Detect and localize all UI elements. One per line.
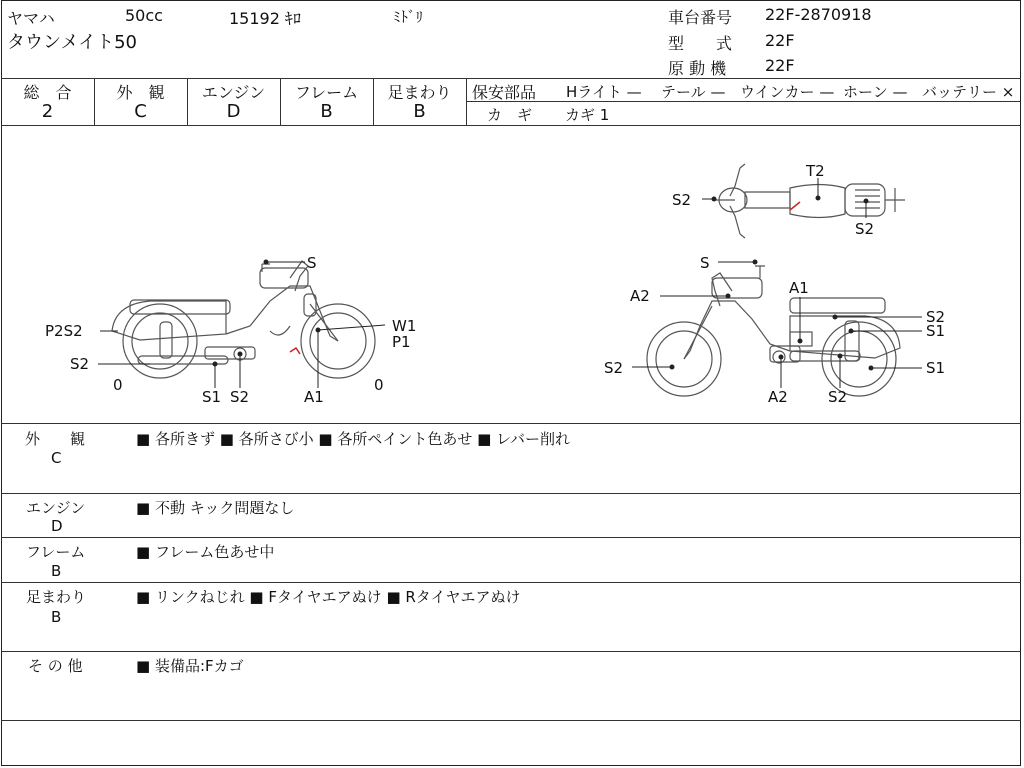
safety-battery: バッテリー × bbox=[922, 83, 1015, 101]
note-frame-title: フレーム bbox=[26, 543, 86, 561]
safety-label: 保安部品 bbox=[472, 83, 537, 102]
divider bbox=[1, 423, 1021, 424]
label-right-s2-bottom: S2 bbox=[828, 388, 848, 406]
note-engine-title: エンジン bbox=[26, 499, 86, 517]
label-right-s2-front: S2 bbox=[604, 359, 624, 377]
divider bbox=[466, 78, 467, 125]
label-left-a1: A1 bbox=[304, 388, 324, 406]
note-engine-text: ■ 不動 キック問題なし bbox=[136, 499, 295, 517]
divider bbox=[1, 651, 1021, 652]
label-top-s2-rear: S2 bbox=[855, 220, 875, 238]
note-suspension-grade: B bbox=[51, 608, 62, 626]
divider bbox=[1, 720, 1021, 721]
label-left-zero-rear: 0 bbox=[374, 376, 384, 394]
note-suspension-title: 足まわり bbox=[26, 588, 87, 606]
grade-frame-label: フレーム bbox=[294, 83, 359, 102]
label-right-s2-upper: S2 bbox=[926, 308, 946, 326]
grade-engine-label: エンジン bbox=[201, 83, 266, 102]
safety-horn: ホーン — bbox=[843, 83, 908, 101]
grade-exterior-value: C bbox=[134, 101, 147, 122]
divider bbox=[1, 493, 1021, 494]
label-left-s: S bbox=[307, 254, 317, 272]
label-right-s1-upper: S1 bbox=[926, 322, 946, 340]
divider bbox=[1, 582, 1021, 583]
safety-winker: ウインカー — bbox=[740, 83, 835, 101]
label-left-s2-bottom: S2 bbox=[230, 388, 250, 406]
type-label: 型 式 bbox=[668, 34, 733, 53]
grade-suspension-value: B bbox=[413, 101, 426, 122]
label-left-w1: W1 bbox=[392, 317, 417, 335]
grade-overall-label: 総 合 bbox=[23, 83, 72, 102]
note-engine-grade: D bbox=[51, 517, 63, 535]
grade-engine-value: D bbox=[226, 101, 241, 122]
safety-headlight: Hライト — bbox=[566, 83, 642, 101]
maker: ヤマハ bbox=[7, 9, 55, 28]
grade-overall-value: 2 bbox=[41, 101, 54, 122]
frame-no-label: 車台番号 bbox=[668, 8, 733, 27]
label-left-zero-front: 0 bbox=[113, 376, 123, 394]
note-frame-grade: B bbox=[51, 562, 62, 580]
type-value: 22F bbox=[765, 31, 795, 50]
label-left-s2: S2 bbox=[70, 355, 90, 373]
note-exterior-title: 外 観 bbox=[25, 430, 86, 448]
safety-taillight: テール — bbox=[661, 83, 726, 101]
displacement: 50cc bbox=[125, 6, 163, 25]
engine-model-label: 原 動 機 bbox=[668, 59, 727, 78]
note-frame-text: ■ フレーム色あせ中 bbox=[136, 543, 275, 561]
note-suspension-text: ■ リンクねじれ ■ Fタイヤエアぬけ ■ Rタイヤエアぬけ bbox=[136, 588, 521, 606]
note-other-title: そ の 他 bbox=[28, 657, 83, 675]
label-right-s: S bbox=[700, 254, 710, 272]
model-name: タウンメイト50 bbox=[7, 32, 138, 53]
label-top-t2: T2 bbox=[806, 162, 825, 180]
color: ﾐﾄﾞﾘ bbox=[393, 8, 424, 26]
engine-model-value: 22F bbox=[765, 56, 795, 75]
mileage: 15192 ｷﾛ bbox=[229, 9, 301, 28]
label-right-a2-top: A2 bbox=[630, 287, 650, 305]
label-right-a1: A1 bbox=[789, 279, 809, 297]
grade-suspension-label: 足まわり bbox=[387, 83, 452, 102]
note-exterior-grade: C bbox=[51, 449, 62, 467]
label-right-a2-bottom: A2 bbox=[768, 388, 788, 406]
grade-frame-value: B bbox=[320, 101, 333, 122]
note-exterior-text: ■ 各所きず ■ 各所さび小 ■ 各所ペイント色あせ ■ レバー削れ bbox=[136, 430, 571, 448]
label-left-p2s2: P2S2 bbox=[45, 322, 83, 340]
label-right-s1-rear: S1 bbox=[926, 359, 946, 377]
divider bbox=[1, 78, 1021, 79]
grade-exterior-label: 外 観 bbox=[116, 83, 165, 102]
key-label: カ ギ bbox=[487, 106, 533, 124]
divider bbox=[1, 537, 1021, 538]
left-side-bike-drawing bbox=[112, 261, 375, 378]
label-top-s2-front: S2 bbox=[672, 191, 692, 209]
damage-diagram bbox=[0, 126, 1024, 422]
label-left-s1: S1 bbox=[202, 388, 222, 406]
label-left-p1: P1 bbox=[392, 333, 411, 351]
frame-no: 22F-2870918 bbox=[765, 5, 872, 24]
note-other-text: ■ 装備品:Fカゴ bbox=[136, 657, 244, 675]
key-value: カギ 1 bbox=[565, 106, 610, 124]
